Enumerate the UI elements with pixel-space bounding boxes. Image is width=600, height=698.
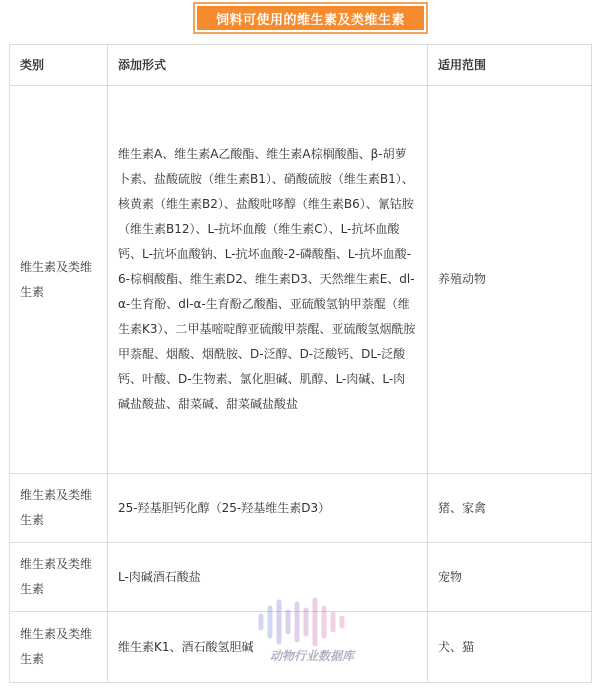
title-banner	[0, 0, 600, 40]
cell-scope: 宠物	[428, 543, 592, 612]
cell-forms: 维生素A、维生素A乙酸酯、维生素A棕榈酸酯、β-胡萝卜素、盐酸硫胺（维生素B1）、硝酸硫胺（维生素B1）、核黄素（维生素B2）、盐酸吡哆醇（维生素B6）、氰钴胺（维生素B12）、L-抗坏血酸（维生素C）、L-抗坏血酸钙、L-抗坏血酸钠、L-抗坏血酸-2-磷酸酯、L-抗坏血酸-6-棕榈酸酯、维生素D2、维生素D3、天然维生素E、dl-α-生育酚、dl-α-生育酚乙酸酯、亚硫酸氢钠甲萘醌（维生素K3）、二甲基嘧啶醇亚硫酸甲萘醌、亚硫酸氢烟酰胺甲萘醌、烟酸、烟酰胺、D-泛醇、D-泛酸钙、DL-泛酸钙、叶酸、D-生物素、氯化胆碱、肌醇、L-肉碱、L-肉碱盐酸盐、甜菜碱、甜菜碱盐酸盐	[108, 86, 428, 474]
cell-forms: L-肉碱酒石酸盐	[108, 543, 428, 612]
table-row	[10, 86, 592, 474]
header-forms: 添加形式	[108, 45, 428, 86]
vitamin-table	[9, 44, 592, 683]
cell-scope: 养殖动物	[428, 86, 592, 474]
cell-scope: 猪、家禽	[428, 474, 592, 543]
cell-forms: 维生素K1、酒石酸氢胆碱	[108, 612, 428, 683]
cell-category: 维生素及类维生素	[10, 612, 108, 683]
cell-scope: 犬、猫	[428, 612, 592, 683]
page-title: 饲料可使用的维生素及类维生素	[197, 6, 424, 30]
table-row	[10, 543, 592, 612]
table-header-row	[10, 45, 592, 86]
table-row	[10, 474, 592, 543]
table-row	[10, 612, 592, 683]
title-box	[193, 2, 428, 34]
cell-category: 维生素及类维生素	[10, 543, 108, 612]
cell-category: 维生素及类维生素	[10, 86, 108, 474]
cell-forms: 25-羟基胆钙化醇（25-羟基维生素D3）	[108, 474, 428, 543]
header-category: 类别	[10, 45, 108, 86]
header-scope: 适用范围	[428, 45, 592, 86]
watermark-text: 动物行业数据库	[270, 649, 355, 663]
cell-category: 维生素及类维生素	[10, 474, 108, 543]
